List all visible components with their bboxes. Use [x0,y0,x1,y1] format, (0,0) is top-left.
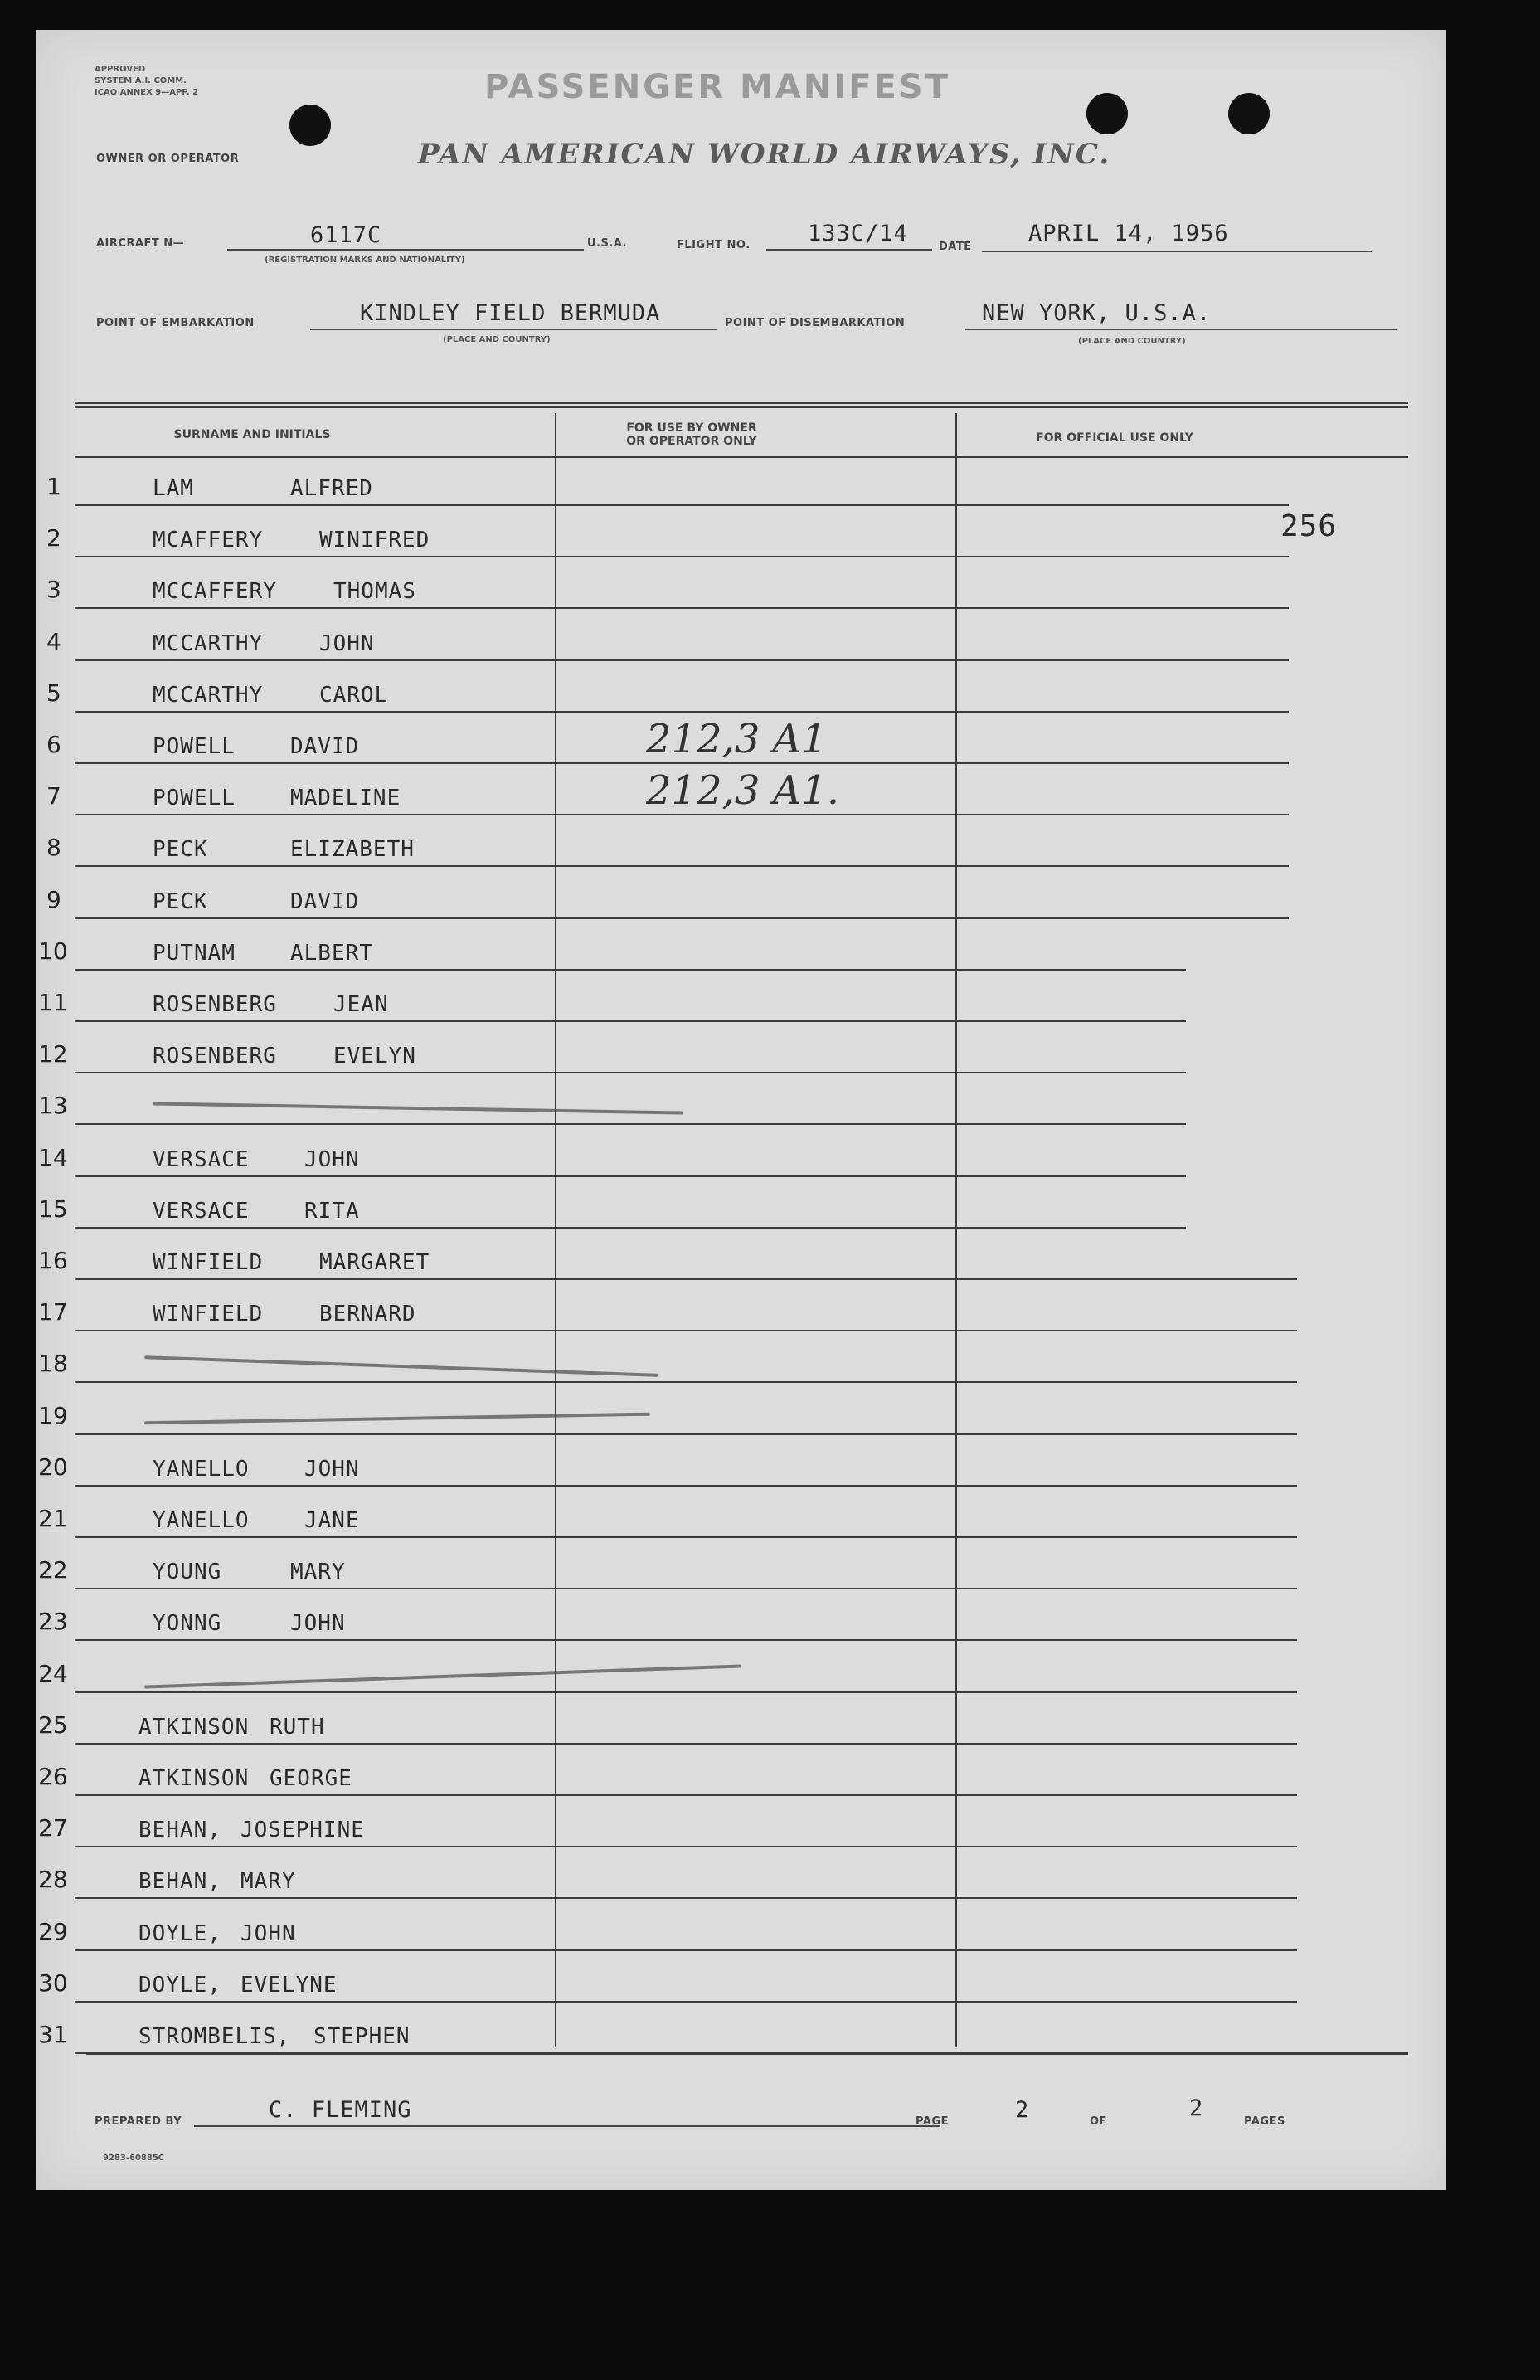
passenger-given-name: JOHN [290,1611,346,1636]
passenger-given-name: MADELINE [290,786,401,810]
aircraft-sublabel: (REGISTRATION MARKS AND NATIONALITY) [265,256,465,265]
punch-hole-left [289,105,331,146]
row-number: 24 [38,1660,68,1687]
passenger-surname: YOUNG [153,1560,222,1584]
of-label: OF [1090,2115,1107,2128]
embarkation-underline [310,329,717,330]
passenger-given-name: ELIZABETH [290,837,415,862]
passenger-given-name: EVELYN [333,1044,416,1068]
passenger-given-name: JOHN [304,1457,360,1482]
passenger-given-name: MARY [290,1560,346,1584]
form-stamp-line3: ICAO ANNEX 9—APP. 2 [95,88,199,97]
row-rule [75,1123,1186,1125]
flight-value: 133C/14 [808,221,908,246]
column-header-owner-2: OR OPERATOR ONLY [626,435,757,448]
passenger-given-name: DAVID [290,889,360,914]
pages-label: PAGES [1244,2115,1285,2128]
row-number: 16 [38,1247,68,1274]
row-number: 27 [38,1814,68,1842]
row-number: 25 [38,1711,68,1739]
row-number: 30 [38,1969,68,1997]
prepared-value: C. FLEMING [269,2097,412,2123]
passenger-surname: VERSACE [153,1147,250,1172]
row-number: 11 [38,989,68,1016]
row-rule [75,762,1289,764]
row-number: 10 [38,937,68,965]
row-rule [75,1175,1186,1177]
row-number: 29 [38,1918,68,1945]
prepared-underline [194,2125,940,2127]
owner-label: OWNER OR OPERATOR [96,153,240,165]
row-rule [75,1020,1186,1022]
passenger-given-name: ALBERT [290,941,373,966]
passenger-surname: BEHAN, [138,1818,221,1842]
row-rule [75,1433,1297,1435]
embarkation-value: KINDLEY FIELD BERMUDA [360,300,661,326]
passenger-surname: PECK [153,889,208,914]
page-title: PASSENGER MANIFEST [484,68,950,106]
disembarkation-label: POINT OF DISEMBARKATION [725,317,906,329]
row-number: 26 [38,1763,68,1790]
row-rule [75,1846,1297,1847]
passenger-surname: STROMBELIS, [138,2024,291,2049]
flight-label: FLIGHT NO. [677,239,751,251]
punch-hole-right-2 [1228,93,1270,134]
company-name: PAN AMERICAN WORLD AIRWAYS, INC. [418,138,1111,171]
passenger-surname: ATKINSON [138,1715,250,1740]
passenger-surname: MCAFFERY [153,528,264,552]
row-rule [75,659,1289,661]
column-header-official: FOR OFFICIAL USE ONLY [1036,431,1193,445]
row-number: 12 [38,1040,68,1068]
row-rule [75,1330,1297,1331]
row-number: 21 [38,1505,68,1532]
embarkation-label: POINT OF EMBARKATION [96,317,255,329]
row-rule [75,504,1289,506]
strikethrough-mark [153,1102,683,1114]
row-number: 7 [46,782,61,810]
passenger-surname: ATKINSON [138,1766,250,1791]
row-number: 3 [46,576,61,603]
column-header-surname: SURNAME AND INITIALS [173,428,331,441]
passenger-surname: WINFIELD [153,1250,264,1275]
passenger-surname: MCCARTHY [153,683,264,708]
row-rule [75,1743,1297,1745]
handwritten-note: 212,3 A1. [646,767,840,814]
form-number: 9283-60885C [103,2154,165,2163]
passenger-surname: WINFIELD [153,1302,264,1326]
row-number: 20 [38,1453,68,1481]
table-bottom-rule [86,2052,1408,2055]
row-rule [75,917,1289,919]
table-header-rule [75,456,1408,458]
row-number: 23 [38,1608,68,1635]
row-rule [75,1794,1297,1796]
form-stamp-line2: SYSTEM A.I. COMM. [95,76,187,85]
passenger-given-name: JEAN [333,992,389,1017]
passenger-given-name: ALFRED [290,476,373,501]
manifest-page [36,30,1446,2190]
passenger-surname: VERSACE [153,1199,250,1224]
row-rule [75,1949,1297,1951]
table-top-rule-2 [75,406,1408,408]
row-number: 18 [38,1350,68,1377]
passenger-surname: PECK [153,837,208,862]
row-rule [75,1381,1297,1383]
margin-note: 256 [1280,509,1338,543]
row-rule [75,1278,1297,1280]
passenger-surname: PUTNAM [153,941,236,966]
passenger-given-name: RUTH [270,1715,325,1740]
table-top-rule [75,402,1408,404]
punch-hole-right-1 [1086,93,1128,134]
passenger-given-name: WINIFRED [319,528,430,552]
row-number: 22 [38,1556,68,1584]
embarkation-sublabel: (PLACE AND COUNTRY) [443,335,551,344]
row-rule [75,556,1289,557]
strikethrough-mark [144,1355,658,1377]
passenger-given-name: GEORGE [270,1766,352,1791]
row-rule [75,1072,1186,1073]
row-rule [75,607,1289,609]
passenger-given-name: BERNARD [319,1302,416,1326]
row-rule [75,814,1289,815]
row-number: 4 [46,628,61,655]
row-number: 8 [46,834,61,861]
aircraft-label: AIRCRAFT N— [96,237,185,250]
row-rule [75,1639,1297,1641]
row-number: 5 [46,679,61,707]
passenger-surname: LAM [153,476,194,501]
passenger-surname: POWELL [153,786,236,810]
passenger-surname: BEHAN, [138,1869,221,1894]
row-number: 13 [38,1092,68,1119]
passenger-surname: DOYLE, [138,1921,221,1946]
date-underline [982,251,1372,252]
disembarkation-sublabel: (PLACE AND COUNTRY) [1078,337,1186,346]
handwritten-note: 212,3 A1 [646,716,827,762]
column-header-owner-1: FOR USE BY OWNER [626,421,757,435]
row-number: 2 [46,524,61,552]
passenger-given-name: DAVID [290,734,360,759]
passenger-given-name: STEPHEN [313,2024,411,2049]
passenger-surname: ROSENBERG [153,992,277,1017]
passenger-given-name: JOHN [240,1921,296,1946]
passenger-surname: MCCAFFERY [153,579,277,604]
row-rule [75,865,1289,867]
prepared-label: PREPARED BY [95,2115,182,2128]
passenger-given-name: MARY [240,1869,296,1894]
passenger-surname: MCCARTHY [153,631,264,656]
date-label: DATE [939,241,972,253]
row-rule [75,1227,1186,1229]
form-stamp-line1: APPROVED [95,65,146,74]
passenger-surname: YANELLO [153,1508,250,1533]
passenger-given-name: RITA [304,1199,360,1224]
passenger-given-name: JOHN [304,1147,360,1172]
passenger-given-name: CAROL [319,683,389,708]
passenger-surname: POWELL [153,734,236,759]
total-pages-value: 2 [1189,2095,1204,2121]
flight-underline [766,249,932,251]
row-rule [75,1897,1297,1899]
row-number: 6 [46,731,61,758]
column-divider-2 [955,413,957,2047]
row-rule [75,1536,1297,1538]
aircraft-value: 6117C [310,222,382,248]
row-number: 28 [38,1866,68,1893]
row-number: 31 [38,2021,68,2048]
strikethrough-mark [144,1664,741,1688]
page-label: PAGE [916,2115,949,2128]
column-divider-1 [555,413,556,2047]
disembarkation-underline [965,329,1397,330]
passenger-given-name: MARGARET [319,1250,430,1275]
passenger-surname: YANELLO [153,1457,250,1482]
passenger-surname: ROSENBERG [153,1044,277,1068]
row-rule [75,1588,1297,1589]
strikethrough-mark [144,1413,650,1425]
aircraft-underline [227,249,584,251]
disembarkation-value: NEW YORK, U.S.A. [982,300,1212,326]
row-rule [75,1691,1297,1693]
row-number: 14 [38,1144,68,1171]
page-value: 2 [1015,2097,1030,2123]
row-number: 1 [46,473,61,500]
row-number: 19 [38,1402,68,1429]
row-number: 17 [38,1298,68,1326]
passenger-given-name: EVELYNE [240,1973,338,1998]
passenger-given-name: THOMAS [333,579,416,604]
row-rule [75,969,1186,971]
passenger-surname: YONNG [153,1611,222,1636]
row-number: 15 [38,1195,68,1223]
date-value: APRIL 14, 1956 [1028,221,1229,246]
row-rule [75,2001,1297,2003]
passenger-given-name: JOHN [319,631,375,656]
aircraft-country: U.S.A. [587,237,628,250]
row-number: 9 [46,886,61,913]
row-rule [75,711,1289,713]
passenger-given-name: JOSEPHINE [240,1818,365,1842]
passenger-surname: DOYLE, [138,1973,221,1998]
passenger-given-name: JANE [304,1508,360,1533]
row-rule [75,1485,1297,1487]
